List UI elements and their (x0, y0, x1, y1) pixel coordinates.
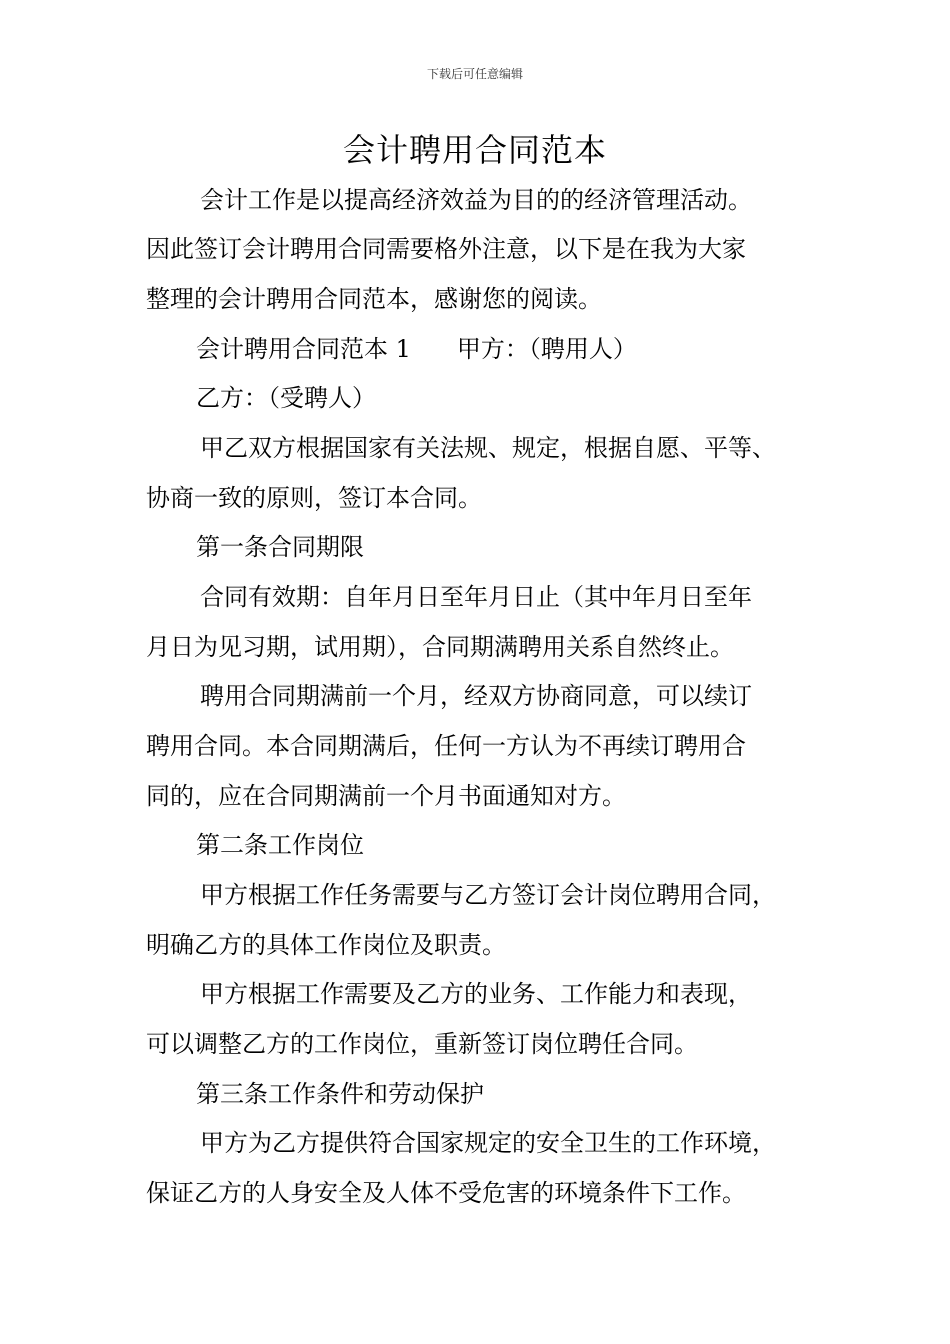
paragraph-line: 整理的会计聘用合同范本，感谢您的阅读。 (146, 285, 602, 313)
paragraph-line: 月日为见习期，试用期），合同期满聘用关系自然终止。 (146, 633, 734, 661)
party-a-label: 甲方：（聘用人） (456, 335, 637, 363)
paragraph-line: 合同有效期：自年月日至年月日止（其中年月日至年 (200, 583, 752, 611)
paragraph-line: 聘用合同期满前一个月，经双方协商同意，可以续订 (200, 682, 752, 710)
paragraph-line: 保证乙方的人身安全及人体不受危害的环境条件下工作。 (146, 1179, 746, 1207)
article-heading: 第一条合同期限 (196, 533, 364, 561)
section-line (196, 333, 637, 365)
paragraph-line: 甲乙双方根据国家有关法规、规定，根据自愿、平等、 (200, 434, 776, 462)
paragraph-line: 可以调整乙方的工作岗位，重新签订岗位聘任合同。 (146, 1030, 698, 1058)
paragraph-line: 会计工作是以提高经济效益为目的的经济管理活动。 (200, 186, 752, 214)
paragraph-line: 甲方根据工作任务需要与乙方签订会计岗位聘用合同， (200, 881, 776, 909)
header-note: 下载后可任意编辑 (426, 67, 523, 81)
sample-heading: 会计聘用合同范本 1 (196, 335, 411, 363)
party-b-label: 乙方：（受聘人） (196, 384, 376, 412)
paragraph-line: 聘用合同。本合同期满后，任何一方认为不再续订聘用合 (146, 732, 746, 760)
article-heading: 第二条工作岗位 (196, 831, 364, 859)
page-title: 会计聘用合同范本 (342, 131, 607, 169)
paragraph-line: 甲方为乙方提供符合国家规定的安全卫生的工作环境， (200, 1129, 776, 1157)
paragraph-line: 甲方根据工作需要及乙方的业务、工作能力和表现， (200, 980, 752, 1008)
article-heading: 第三条工作条件和劳动保护 (196, 1080, 484, 1108)
paragraph-line: 因此签订会计聘用合同需要格外注意，以下是在我为大家 (146, 235, 746, 263)
paragraph-line: 明确乙方的具体工作岗位及职责。 (146, 931, 506, 959)
paragraph-line: 协商一致的原则，签订本合同。 (146, 484, 482, 512)
paragraph-line: 同的，应在合同期满前一个月书面通知对方。 (146, 782, 626, 810)
